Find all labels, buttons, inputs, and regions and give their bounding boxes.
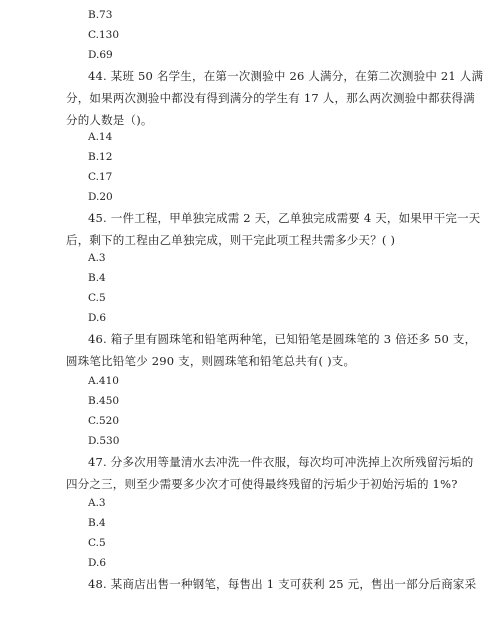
q46-option-c: C.520 — [88, 415, 120, 427]
question-45-line-2: 后，剩下的工程由乙单独完成，则干完此项工程共需多少天？( ) — [66, 233, 396, 247]
question-47 — [66, 451, 474, 495]
q46-option-d: D.530 — [88, 435, 120, 447]
question-44-line-1: 44. 某班 50 名学生，在第一次测验中 26 人满分，在第二次测验中 21 人满 — [88, 69, 484, 83]
q46-option-a: A.410 — [88, 375, 119, 387]
question-44-line-2: 分，如果两次测验中都没有得到满分的学生有 17 人，那么两次测验中都获得满 — [66, 91, 475, 105]
question-44 — [66, 65, 484, 131]
q47-option-d: D.6 — [88, 557, 107, 569]
q45-option-a: A.3 — [88, 252, 106, 264]
question-47-line-2: 四分之三，则至少需要多少次才可使得最终残留的污垢少于初始污垢的 1%? — [66, 477, 458, 491]
q46-option-b: B.450 — [88, 395, 120, 407]
q47-option-a: A.3 — [88, 497, 106, 509]
q45-option-b: B.4 — [88, 272, 106, 284]
question-46 — [66, 328, 477, 372]
q47-option-b: B.4 — [88, 517, 106, 529]
q44-option-c: C.17 — [88, 171, 113, 183]
question-45-line-1: 45. 一件工程，甲单独完成需 2 天，乙单独完成需要 4 天，如果甲干完一天 — [88, 211, 481, 225]
q43-option-d: D.69 — [88, 49, 113, 61]
question-46-line-2: 圆珠笔比铅笔少 290 支，则圆珠笔和铅笔总共有( )支。 — [66, 354, 356, 368]
q43-option-c: C.130 — [88, 29, 120, 41]
q47-option-c: C.5 — [88, 537, 106, 549]
question-47-line-1: 47. 分多次用等量清水去冲洗一件衣服，每次均可冲洗掉上次所残留污垢的 — [88, 455, 474, 469]
q44-option-b: B.12 — [88, 151, 113, 163]
question-48 — [66, 573, 477, 595]
q45-option-c: C.5 — [88, 292, 106, 304]
q43-option-b: B.73 — [88, 9, 113, 21]
q44-option-d: D.20 — [88, 191, 113, 203]
question-48-line-1: 48. 某商店出售一种钢笔，每售出 1 支可获利 25 元，售出一部分后商家采 — [88, 577, 477, 591]
q44-option-a: A.14 — [88, 131, 113, 143]
question-46-line-1: 46. 箱子里有圆珠笔和铅笔两种笔，已知铅笔是圆珠笔的 3 倍还多 50 支， — [88, 332, 477, 346]
q45-option-d: D.6 — [88, 312, 107, 324]
question-45 — [66, 207, 481, 251]
question-44-line-3: 分的人数是（)。 — [66, 113, 153, 127]
